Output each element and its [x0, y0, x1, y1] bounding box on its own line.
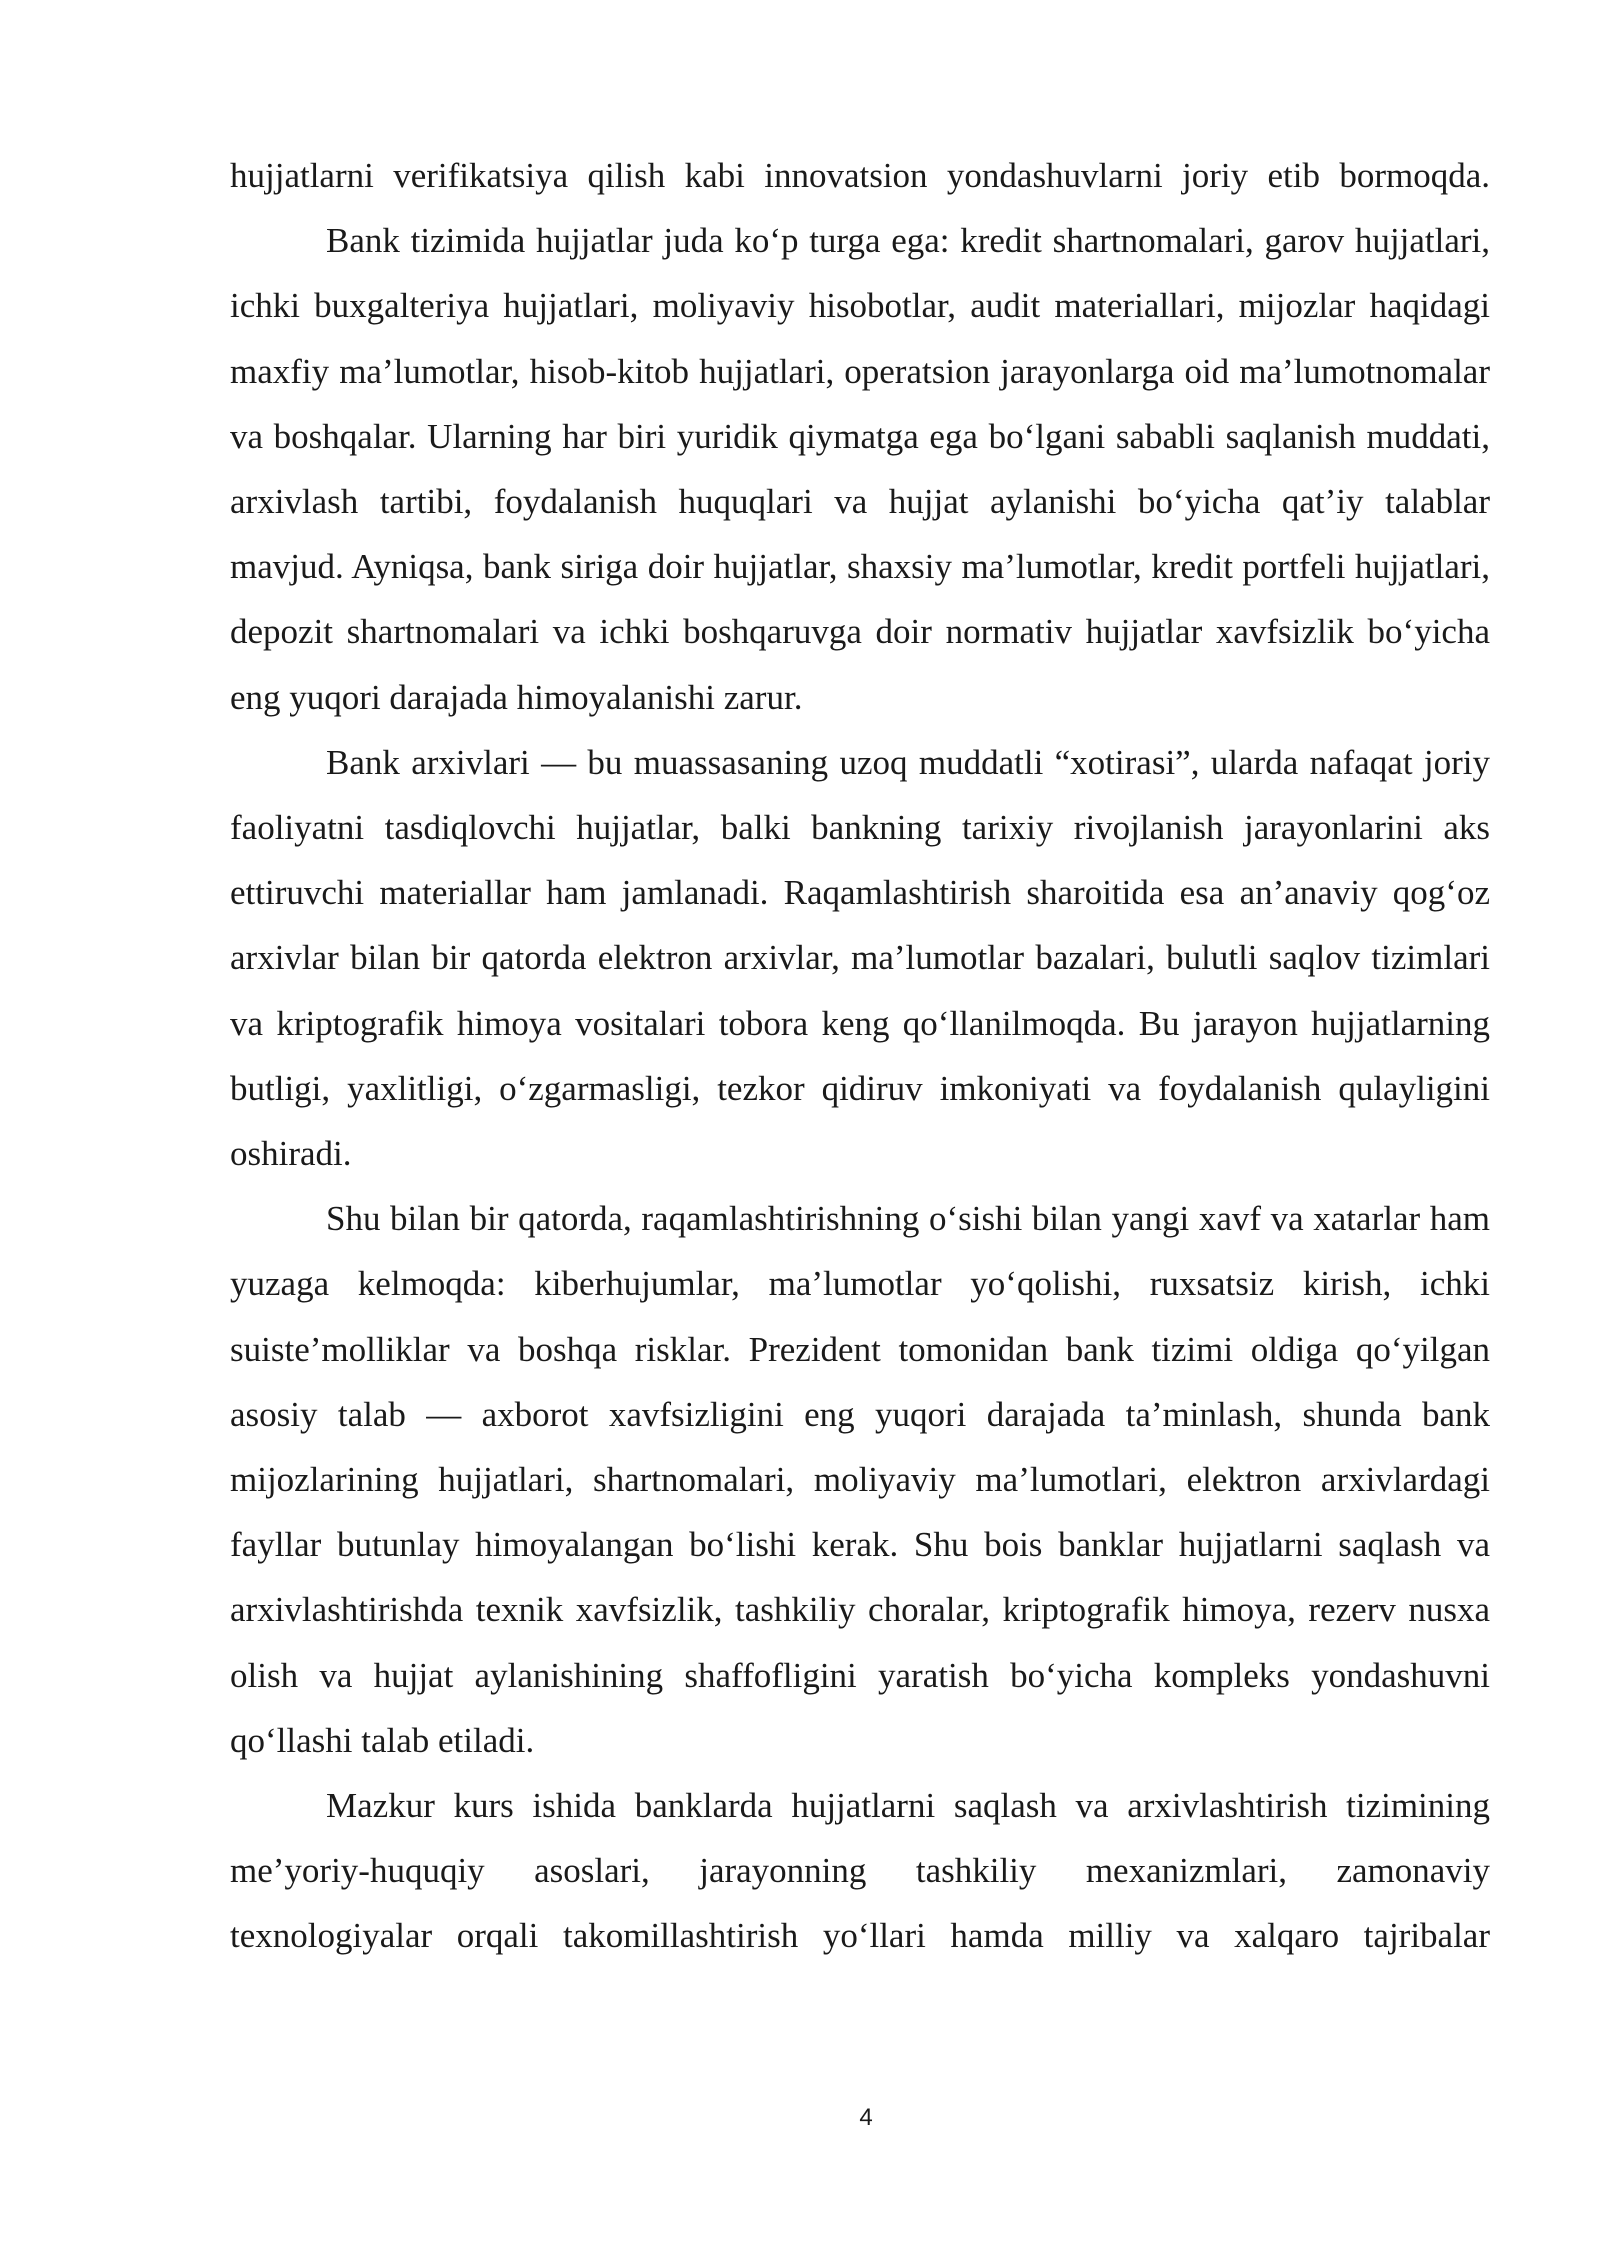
paragraph-3: Bank arxivlari — bu muassasaning uzoq muddatli “xotirasi”, ularda nafaqat joriy faoliyatni tasdiqlovchi hujjatlar, balki bankning tarixiy rivojlanish jarayonlarini aks ettiruvchi materiallar ham jamlanadi. Raqamlashtirish sharoitida esa an’anaviy qog‘oz arxivlar bilan bir qatorda elektron arxivlar, ma’lumotlar bazalari, bulutli saqlov tizimlari va kriptografik himoya vositalari tobora keng qo‘llanilmoqda. Bu jarayon hujjatlarning butligi, yaxlitligi, o‘zgarmasligi, tezkor qidiruv imkoniyati va foydalanish qulayligini oshiradi. — [230, 742, 1490, 1174]
paragraph-1: hujjatlarni verifikatsiya qilish kabi innovatsion yondashuvlarni joriy etib bormoqda. — [230, 156, 1490, 195]
paragraph-5: Mazkur kurs ishida banklarda hujjatlarni saqlash va arxivlashtirish tizimining me’yoriy-huquqiy asoslari, jarayonning tashkiliy mexanizmlari, zamonaviy texnologiyalar orqali takomillashtirish yo‘llari hamda milliy va xalqaro tajribalar — [230, 1786, 1490, 1956]
page-number: 4 — [859, 2104, 873, 2131]
paragraph-2: Bank tizimida hujjatlar juda ko‘p turga ega: kredit shartnomalari, garov hujjatlari, ichki buxgalteriya hujjatlari, moliyaviy hisobotlar, audit materiallari, mijozlar haqidagi maxfiy ma’lumotlar, hisob-kitob hujjatlari, operatsion jarayonlarga oid ma’lumotnomalar va boshqalar. Ularning har biri yuridik qiymatga ega bo‘lgani sababli saqlanish muddati, arxivlash tartibi, foydalanish huquqlari va hujjat aylanishi bo‘yicha qat’iy talablar mavjud. Ayniqsa, bank siriga doir hujjatlar, shaxsiy ma’lumotlar, kredit portfeli hujjatlari, depozit shartnomalari va ichki boshqaruvga doir normativ hujjatlar xavfsizlik bo‘yicha eng yuqori darajada himoyalanishi zarur. — [230, 221, 1490, 717]
paragraph-4: Shu bilan bir qatorda, raqamlashtirishning o‘sishi bilan yangi xavf va xatarlar ham yuzaga kelmoqda: kiberhujumlar, ma’lumotlar yo‘qolishi, ruxsatsiz kirish, ichki suiste’molliklar va boshqa risklar. Prezident tomonidan bank tizimi oldiga qo‘yilgan asosiy talab — axborot xavfsizligini eng yuqori darajada ta’minlash, shunda bank mijozlarining hujjatlari, shartnomalari, moliyaviy ma’lumotlari, elektron arxivlardagi fayllar butunlay himoyalangan bo‘lishi kerak. Shu bois banklar hujjatlarni saqlash va arxivlashtirishda texnik xavfsizlik, tashkiliy choralar, kriptografik himoya, rezerv nusxa olish va hujjat aylanishining shaffofligini yaratish bo‘yicha kompleks yondashuvni qo‘llashi talab etiladi. — [230, 1199, 1490, 1760]
document-body — [230, 143, 1490, 1969]
